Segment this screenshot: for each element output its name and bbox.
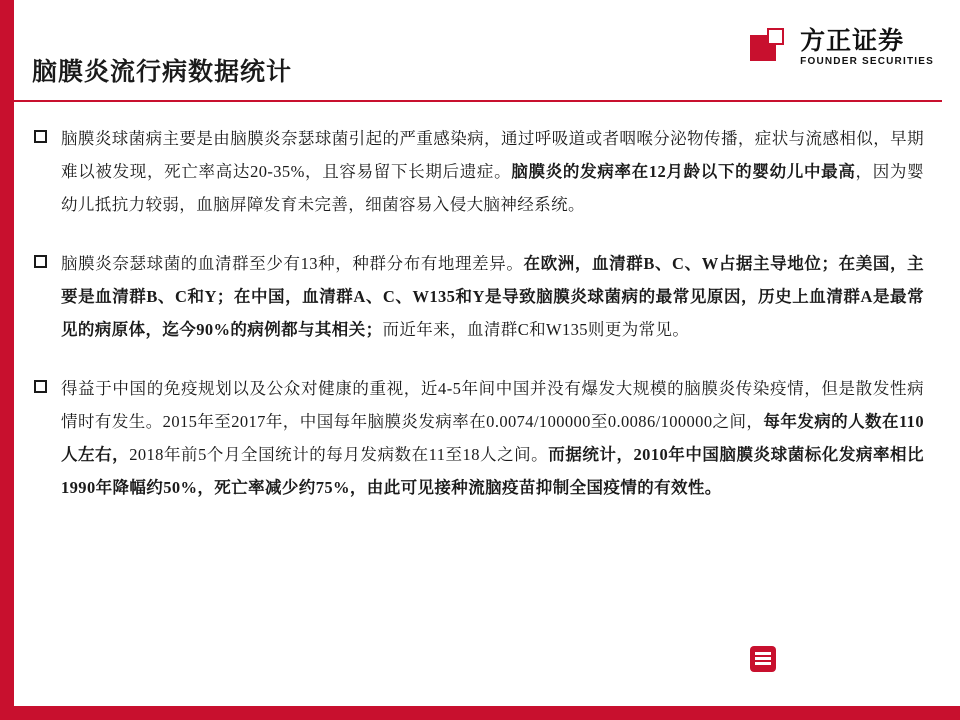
bullet-paragraph — [34, 247, 924, 346]
founder-logo-icon — [750, 28, 790, 68]
watermark-text: 头条 @未来智库 — [784, 650, 930, 671]
paragraph-text: 脑膜炎球菌病主要是由脑膜炎奈瑟球菌引起的严重感染病，通过呼吸道或者咽喉分泌物传播，症状与流感相似，早期难以被发现，死亡率高达20-35%，且容易留下长期后遗症。脑膜炎的发病率在12月龄以下的婴幼儿中最高，因为婴幼儿抵抗力较弱，血脑屏障发育未完善，细菌容易入侵大脑神经系统。 — [61, 129, 925, 214]
page-title: 脑膜炎流行病数据统计 — [32, 59, 293, 86]
title-divider — [14, 100, 942, 102]
square-bullet-icon — [34, 255, 47, 268]
watermark — [750, 645, 930, 672]
paragraph-text: 得益于中国的免疫规划以及公众对健康的重视，近4-5年间中国并没有爆发大规模的脑膜炎传染疫情，但是散发性病情时有发生。2015年至2017年，中国每年脑膜炎发病率在0.0074/100000至0.0086/100000之间，每年发病的人数在110人左右，2018年前5个月全国统计的每月发病数在11至18人之间。而据统计，2010年中国脑膜炎球菌标化发病率相比1990年降幅约50%，死亡率减少约75%，由此可见接种流脑疫苗抑制全国疫情的有效性。 — [61, 379, 924, 497]
slide-body — [34, 122, 924, 530]
logo-text — [800, 29, 934, 68]
square-bullet-icon — [34, 380, 47, 393]
logo-name-en: FOUNDER SECURITIES — [800, 55, 934, 67]
paragraph-text: 脑膜炎奈瑟球菌的血清群至少有13种，种群分布有地理差异。在欧洲，血清群B、C、W占据主导地位；在美国，主要是血清群B、C和Y；在中国，血清群A、C、W135和Y是导致脑膜炎球菌病的最常见原因，历史上血清群A是最常见的病原体，迄今90%的病例都与其相关；而近年来，血清群C和W135则更为常见。 — [61, 254, 924, 339]
page-number: -35- — [920, 690, 946, 704]
toutiao-icon — [750, 646, 776, 672]
bullet-paragraph — [34, 122, 924, 221]
square-bullet-icon — [34, 130, 47, 143]
logo-name-cn: 方正证券 — [800, 27, 905, 55]
company-logo — [750, 28, 934, 68]
bullet-paragraph — [34, 372, 924, 504]
